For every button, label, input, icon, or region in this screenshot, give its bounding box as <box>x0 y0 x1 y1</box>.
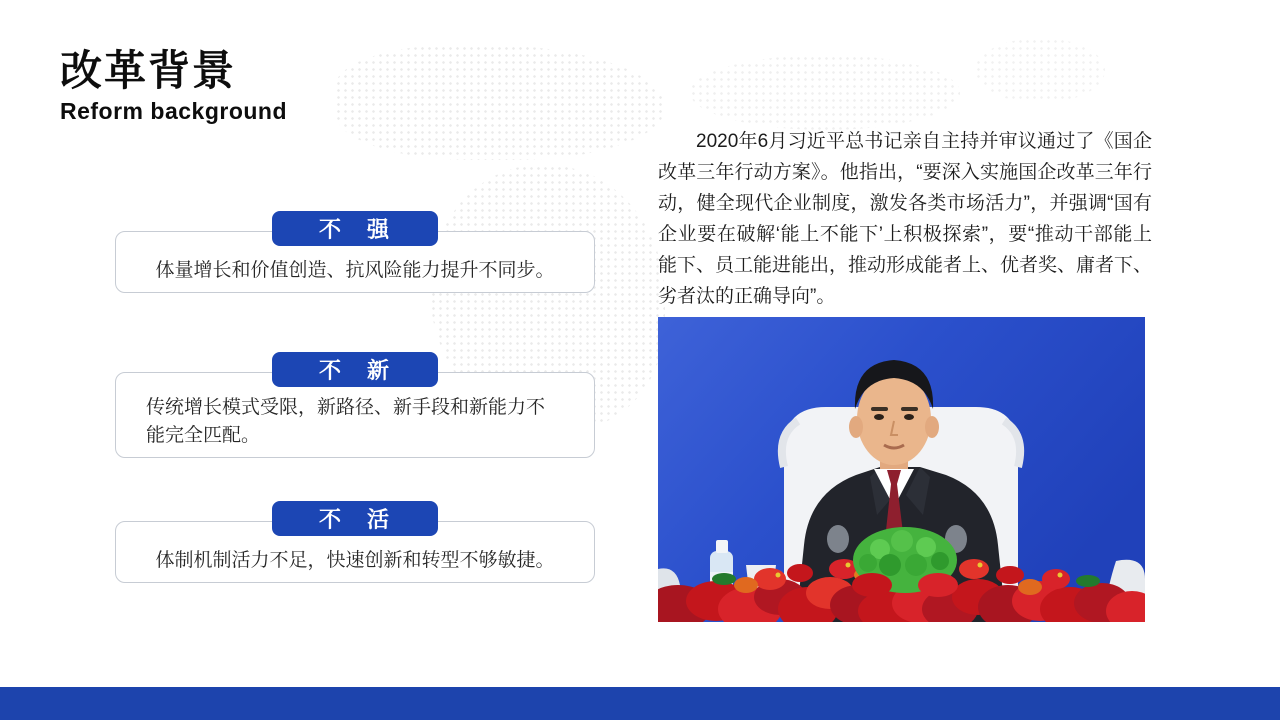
title-block <box>60 48 287 125</box>
background-paragraph: 2020年6月习近平总书记亲自主持并审议通过了《国企改革三年行动方案》。他指出，“要深入实施国企改革三年行动，健全现代企业制度，激发各类市场活力”，并强调“国有企业要在破解‘能上不能下’上积极探索”，要“推动干部能上能下、员工能进能出，推动形成能者上、优者奖、庸者下、劣者汰的正确导向”。 <box>658 131 1153 307</box>
leader-meeting-photo <box>658 317 1145 622</box>
world-map-texture <box>335 45 665 160</box>
page-title: 改革背景 <box>60 47 237 94</box>
issue-text: 体制机制活力不足，快速创新和转型不够敏捷。 <box>155 549 555 571</box>
leader-meeting-photo-illustration <box>658 317 1145 622</box>
issue-badge: 不 强 <box>272 211 438 246</box>
issue-badge: 不 活 <box>272 501 438 536</box>
bottom-accent-bar <box>0 687 1280 720</box>
world-map-texture <box>975 38 1105 103</box>
page-subtitle: Reform background <box>60 98 288 125</box>
issue-card-not-strong <box>115 217 595 293</box>
issue-text: 传统增长模式受限，新路径、新手段和新能力不能完全匹配。 <box>146 396 546 446</box>
issue-badge: 不 新 <box>272 352 438 387</box>
issue-text: 体量增长和价值创造、抗风险能力提升不同步。 <box>155 259 555 281</box>
issue-card-not-agile <box>115 507 595 583</box>
issue-card-not-new <box>115 358 595 458</box>
world-map-texture <box>690 55 960 130</box>
